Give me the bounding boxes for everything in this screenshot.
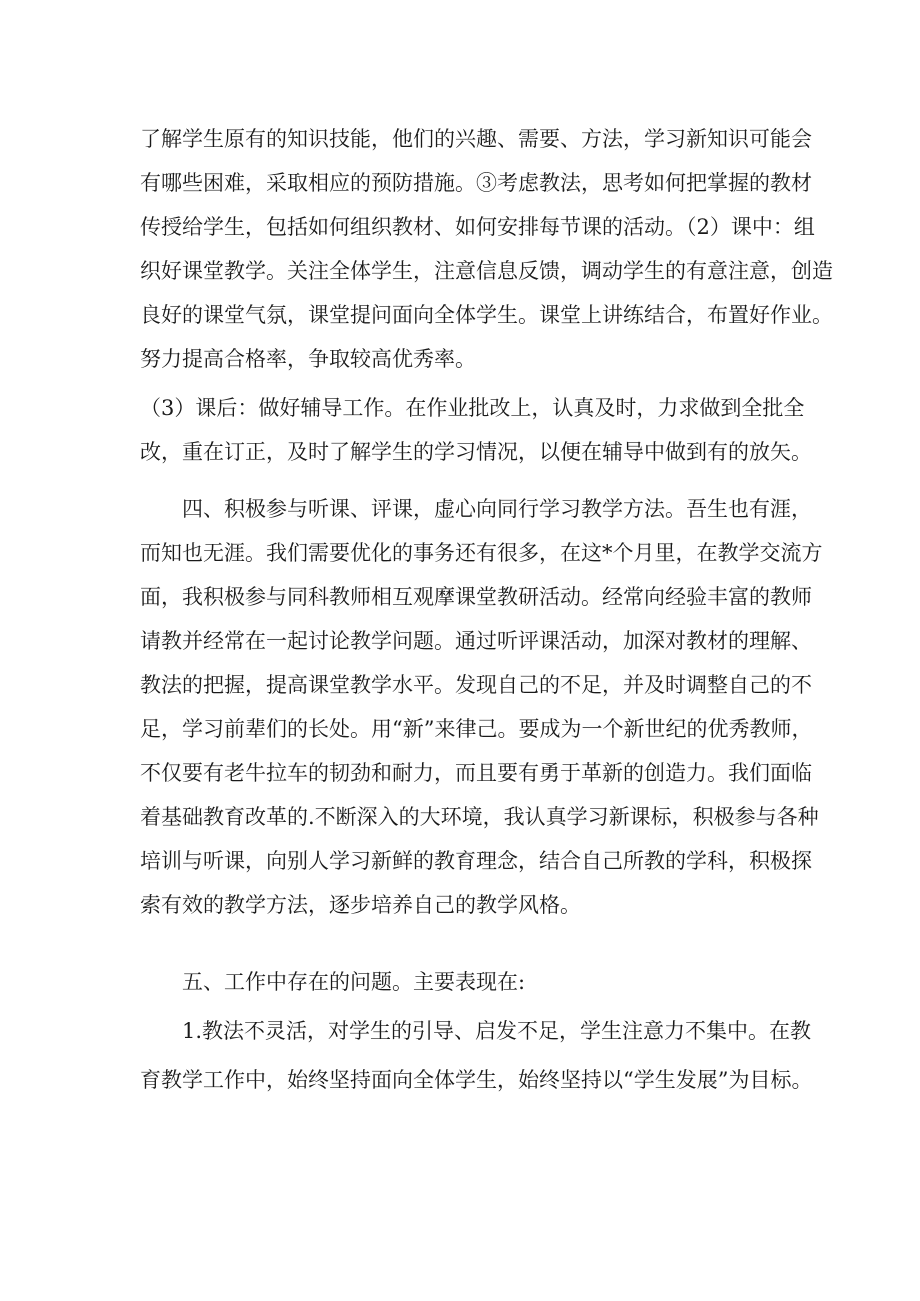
text-line: 传授给学生，包括如何组织教材、如何安排每节课的活动。（2）课中：组 <box>140 215 815 239</box>
text-line: 改，重在订正，及时了解学生的学习情况，以便在辅导中做到有的放矢。 <box>140 440 812 464</box>
text-line: 教法的把握，提高课堂教学水平。发现自己的不足，并及时调整自己的不 <box>140 673 812 697</box>
text-line: 足，学习前辈们的长处。用“新”来律己。要成为一个新世纪的优秀教师， <box>140 717 813 741</box>
text-line: 面，我积极参与同科教师相互观摩课堂教研活动。经常向经验丰富的教师 <box>140 585 812 609</box>
text-line: 着基础教育改革的.不断深入的大环境，我认真学习新课标，积极参与各种 <box>140 805 819 829</box>
text-line: 1.教法不灵活，对学生的引导、启发不足，学生注意力不集中。在教 <box>182 1019 812 1043</box>
text-line: 有哪些困难，采取相应的预防措施。③考虑教法，思考如何把掌握的教材 <box>140 171 812 195</box>
section-heading: 五、工作中存在的问题。主要表现在: <box>182 970 526 994</box>
text-line: 请教并经常在一起讨论教学问题。通过听评课活动，加深对教材的理解、 <box>140 629 812 653</box>
text-line: 了解学生原有的知识技能，他们的兴趣、需要、方法，学习新知识可能会 <box>140 127 812 151</box>
text-line: 育教学工作中，始终坚持面向全体学生，始终坚持以“学生发展”为目标。 <box>140 1068 813 1092</box>
text-line: 索有效的教学方法，逐步培养自己的教学风格。 <box>140 893 581 917</box>
text-line: 良好的课堂气氛，课堂提问面向全体学生。课堂上讲练结合，布置好作业。 <box>140 303 833 327</box>
text-line: 而知也无涯。我们需要优化的事务还有很多，在这*个月里，在教学交流方 <box>140 541 823 565</box>
text-line: 努力提高合格率，争取较高优秀率。 <box>140 347 476 371</box>
text-line: （3）课后：做好辅导工作。在作业批改上，认真及时，力求做到全批全 <box>140 396 805 420</box>
text-line: 织好课堂教学。关注全体学生，注意信息反馈，调动学生的有意注意，创造 <box>140 259 833 283</box>
text-line: 培训与听课，向别人学习新鲜的教育理念，结合自己所教的学科，积极探 <box>140 849 812 873</box>
text-line: 不仅要有老牛拉车的韧劲和耐力，而且要有勇于革新的创造力。我们面临 <box>140 761 812 785</box>
text-line: 四、积极参与听课、评课，虚心向同行学习教学方法。吾生也有涯， <box>182 497 812 521</box>
